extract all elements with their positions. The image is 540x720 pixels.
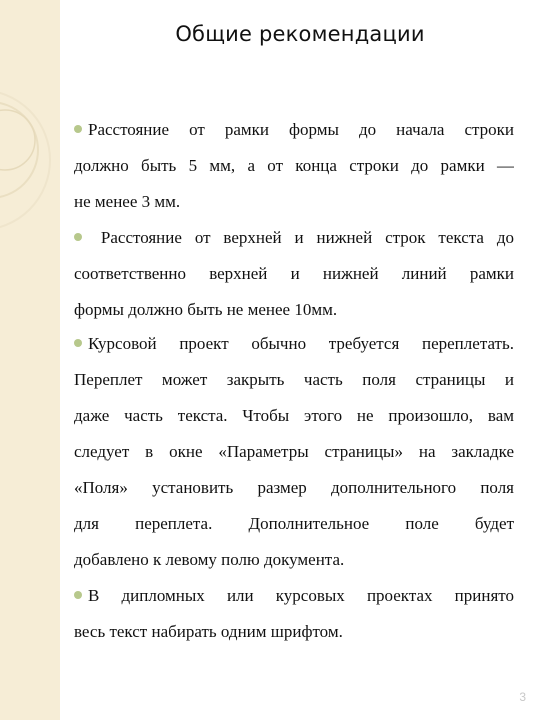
- paragraph-line: не менее 3 мм.: [74, 192, 181, 211]
- paragraph-line: «Поля» установить размер дополнительного поля: [74, 478, 514, 497]
- paragraph-line: добавлено к левому полю документа.: [74, 550, 345, 569]
- slide-title: Общие рекомендации: [175, 22, 425, 46]
- decorative-circles: [0, 0, 60, 720]
- paragraph-line: [74, 220, 514, 256]
- bullet-icon: [74, 339, 82, 347]
- paragraph-line: Переплет может закрыть часть поля страницы и: [74, 370, 514, 389]
- bullet-icon: [74, 125, 82, 133]
- paragraph-line: [74, 578, 514, 614]
- paragraph-line: соответственно верхней и нижней линий рамки: [74, 264, 514, 283]
- paragraph-line: даже часть текста. Чтобы этого не произошло, вам: [74, 406, 514, 425]
- bullet-icon: [74, 233, 82, 241]
- paragraph-line: [74, 112, 514, 148]
- bullet-paragraph-4: [74, 578, 514, 650]
- slide-content: [60, 0, 540, 720]
- bullet-paragraph-3: [74, 326, 514, 578]
- paragraph-line: для переплета. Дополнительное поле будет: [74, 514, 514, 533]
- paragraph-line: [74, 326, 514, 362]
- bullet-icon: [74, 591, 82, 599]
- line-text: Расстояние от рамки формы до начала строки: [88, 120, 514, 139]
- paragraph-line: должно быть 5 мм, а от конца строки до рамки —: [74, 156, 514, 175]
- line-text: В дипломных или курсовых проектах принято: [88, 586, 514, 605]
- page-number: 3: [519, 690, 526, 704]
- bullet-paragraph-1: [74, 112, 514, 220]
- paragraph-line: следует в окне «Параметры страницы» на закладке: [74, 442, 514, 461]
- line-text: Курсовой проект обычно требуется переплетать.: [88, 334, 514, 353]
- paragraph-line: весь текст набирать одним шрифтом.: [74, 622, 343, 641]
- decorative-side-band: [0, 0, 60, 720]
- paragraph-line: формы должно быть не менее 10мм.: [74, 300, 338, 319]
- line-text: Расстояние от верхней и нижней строк текста до: [88, 228, 514, 247]
- bullet-paragraph-2: [74, 220, 514, 328]
